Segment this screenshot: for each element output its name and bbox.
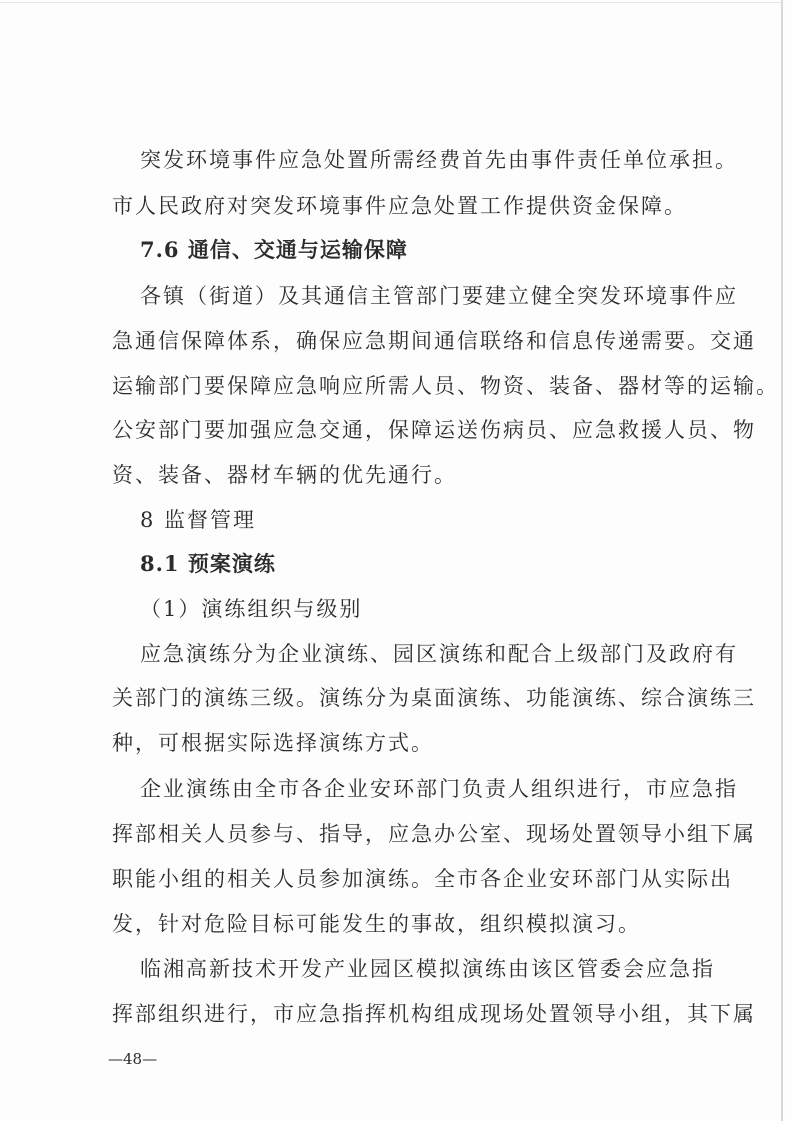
body-line: 市人民政府对突发环境事件应急处置工作提供资金保障。 — [112, 194, 687, 218]
body-line: 种，可根据实际选择演练方式。 — [112, 731, 434, 755]
body-line: 企业演练由全市各企业安环部门负责人组织进行，市应急指 — [140, 777, 738, 801]
body-line: 资、装备、器材车辆的优先通行。 — [112, 463, 457, 487]
body-line: 急通信保障体系，确保应急期间通信联络和信息传递需要。交通 — [112, 329, 756, 353]
body-line: 公安部门要加强应急交通，保障运送伤病员、应急救援人员、物 — [112, 418, 756, 442]
page-number: —48— — [108, 1050, 158, 1068]
page-top-edge — [0, 2, 781, 3]
body-line: 运输部门要保障应急响应所需人员、物资、装备、器材等的运输。 — [112, 374, 779, 398]
body-line: 应急演练分为企业演练、园区演练和配合上级部门及政府有 — [140, 642, 738, 666]
body-line: 挥部相关人员参与、指导，应急办公室、现场处置领导小组下属 — [112, 822, 756, 846]
subsection-label: （1）演练组织与级别 — [140, 597, 363, 621]
body-line: 职能小组的相关人员参加演练。全市各企业安环部门从实际出 — [112, 867, 733, 891]
section-heading-8: 8 监督管理 — [140, 508, 257, 532]
section-heading-8-1: 8.1 预案演练 — [140, 551, 276, 576]
body-line: 发，针对危险目标可能发生的事故，组织模拟演习。 — [112, 912, 641, 936]
page-right-edge — [781, 0, 783, 1121]
body-line: 突发环境事件应急处置所需经费首先由事件责任单位承担。 — [140, 148, 738, 172]
body-line: 临湘高新技术开发产业园区模拟演练由该区管委会应急指 — [140, 957, 715, 981]
body-line: 挥部组织进行，市应急指挥机构组成现场处置领导小组，其下属 — [112, 1002, 756, 1026]
body-line: 各镇（街道）及其通信主管部门要建立健全突发环境事件应 — [140, 284, 738, 308]
section-heading-7-6: 7.6 通信、交通与运输保障 — [140, 237, 408, 262]
body-line: 关部门的演练三级。演练分为桌面演练、功能演练、综合演练三 — [112, 686, 756, 710]
